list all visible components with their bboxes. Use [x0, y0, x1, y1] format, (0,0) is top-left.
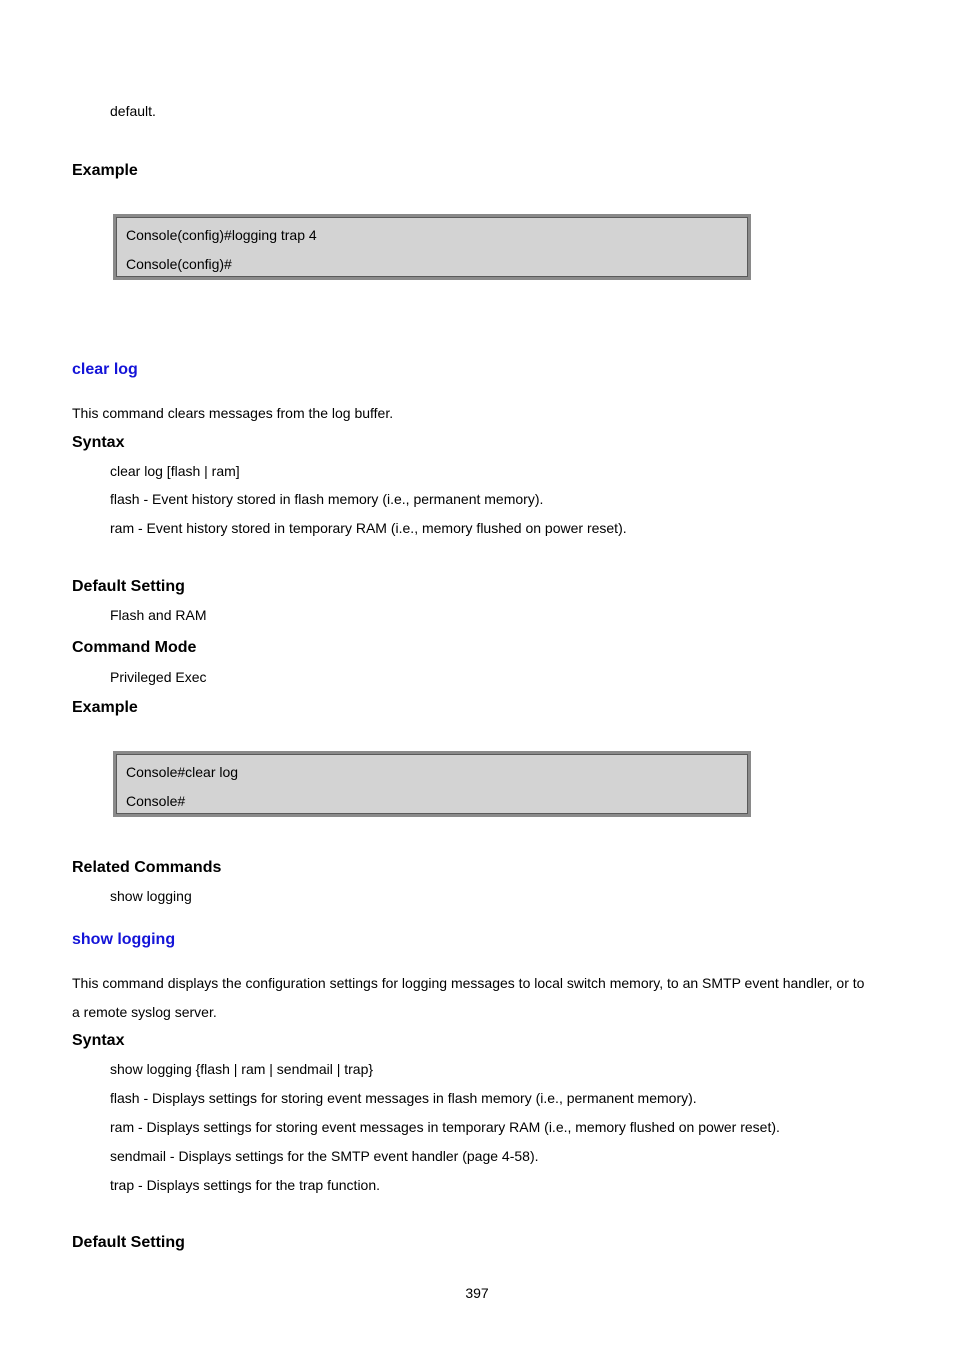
command-description-line: This command displays the configuration settings for logging messages to local switch memory, to an SMTP event handler, or to [72, 975, 865, 991]
default-setting-value: Flash and RAM [110, 607, 207, 623]
example-heading: Example [72, 162, 138, 179]
param-description: ram - Displays settings for storing event messages in temporary RAM (i.e., memory flushed on power reset). [110, 1119, 780, 1135]
command-title-clear-log: clear log [72, 361, 138, 378]
syntax-heading: Syntax [72, 1032, 125, 1049]
param-description: sendmail - Displays settings for the SMTP event handler (page 4-58). [110, 1148, 539, 1164]
command-description-line: a remote syslog server. [72, 1004, 217, 1020]
syntax-heading: Syntax [72, 434, 125, 451]
param-description: ram - Event history stored in temporary RAM (i.e., memory flushed on power reset). [110, 520, 627, 536]
param-description: flash - Event history stored in flash memory (i.e., permanent memory). [110, 491, 544, 507]
console-line: Console(config)#logging trap 4 [126, 227, 317, 243]
page-number: 397 [465, 1285, 489, 1301]
console-example-logging-trap [113, 214, 751, 280]
command-title-show-logging: show logging [72, 931, 176, 948]
default-setting-heading: Default Setting [72, 1234, 185, 1251]
console-line: Console#clear log [126, 764, 239, 780]
example-heading: Example [72, 699, 138, 716]
console-line: Console# [126, 793, 186, 809]
continuation-text: default. [110, 103, 156, 119]
command-description: This command clears messages from the log buffer. [72, 405, 394, 421]
console-line: Console(config)# [126, 256, 232, 272]
command-mode-value: Privileged Exec [110, 669, 207, 685]
syntax-text: clear log [flash | ram] [110, 463, 240, 479]
default-setting-heading: Default Setting [72, 578, 185, 595]
command-mode-heading: Command Mode [72, 639, 197, 656]
related-commands-heading: Related Commands [72, 859, 222, 876]
console-example-clear-log [113, 751, 751, 817]
syntax-text: show logging {flash | ram | sendmail | trap} [110, 1061, 374, 1077]
param-description: flash - Displays settings for storing event messages in flash memory (i.e., permanent memory). [110, 1090, 697, 1106]
param-description: trap - Displays settings for the trap function. [110, 1177, 381, 1193]
related-command: show logging [110, 888, 192, 904]
